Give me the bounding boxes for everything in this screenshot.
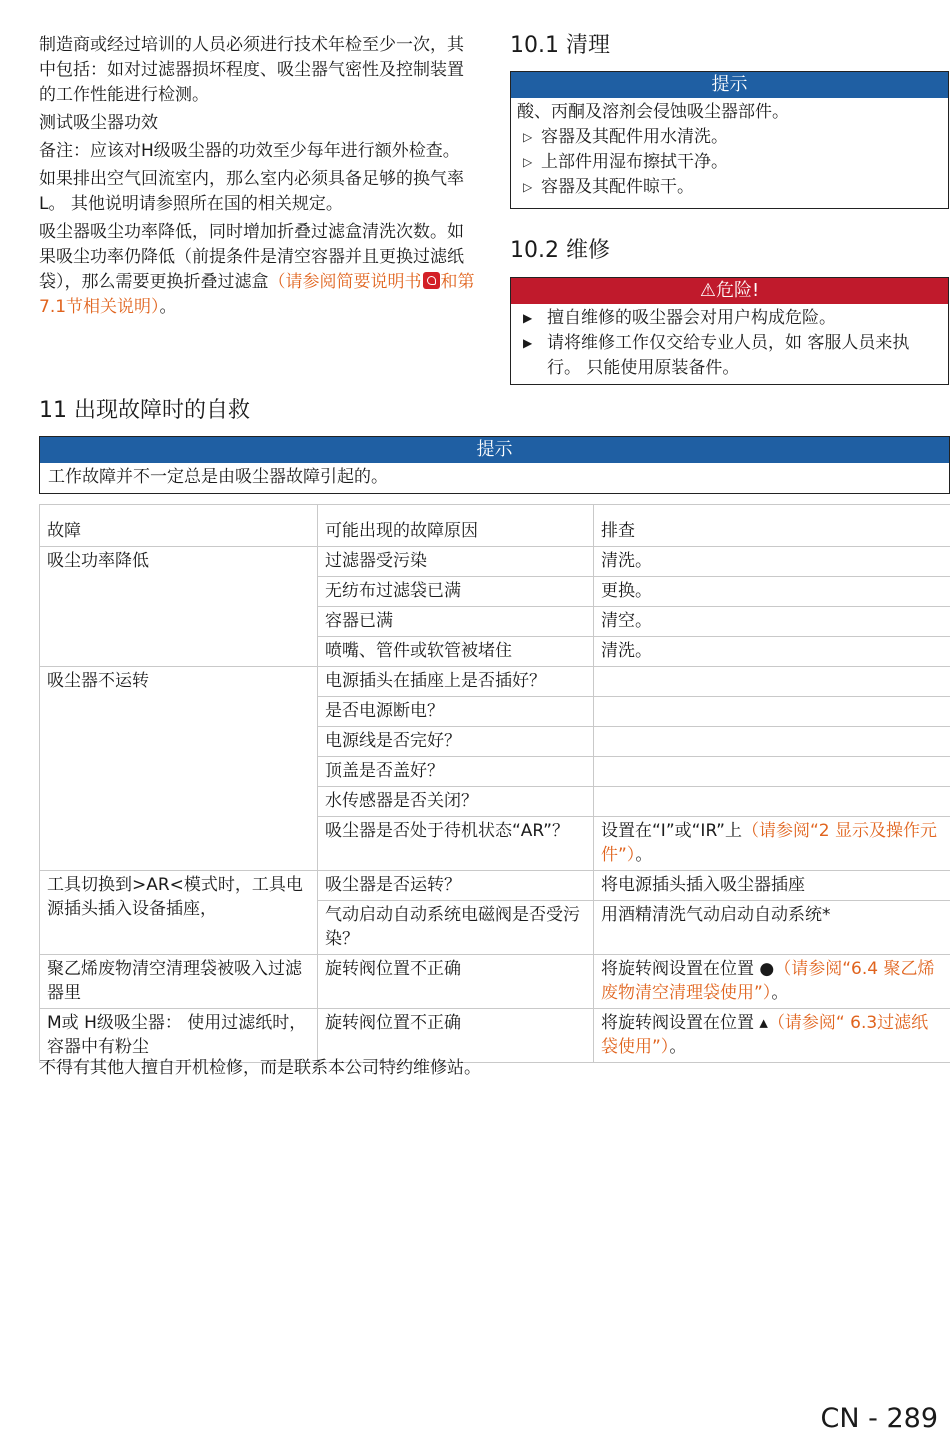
list-item-text: 请将维修工作仅交给专业人员，如 客服人员来执行。 只能使用原装备件。 [547, 333, 910, 378]
section-11-title: 11 出现故障时的自救 [39, 398, 250, 423]
remedy-cell [594, 1009, 950, 1063]
triangle-bullet-icon: ▷ [523, 130, 533, 144]
notice-header: 提示 [40, 437, 949, 463]
remedy-text: 将旋转阀设置在位置 ● [601, 959, 775, 979]
cause-cell: 水传感器是否关闭？ [318, 787, 594, 817]
table-row [40, 871, 950, 901]
list-item-text: 容器及其配件晾干。 [541, 177, 694, 197]
remedy-cell: 用酒精清洗气动启动自动系统* [594, 901, 950, 955]
list-item-text: 擅自维修的吸尘器会对用户构成危险。 [547, 308, 836, 328]
cause-cell: 吸尘器是否运转？ [318, 871, 594, 901]
remedy-end: 。 [669, 1037, 687, 1057]
list-item [519, 125, 940, 150]
cause-cell: 是否电源断电？ [318, 697, 594, 727]
list-item [519, 331, 940, 381]
remedy-cell [594, 667, 950, 697]
fault-cell: M或 H级吸尘器： 使用过滤纸时，容器中有粉尘 [40, 1009, 318, 1063]
fault-cell: 吸尘功率降低 [40, 547, 318, 667]
list-item [519, 306, 940, 331]
fault-notice-box [39, 436, 950, 494]
cause-cell: 过滤器受污染 [318, 547, 594, 577]
triangle-bullet-icon: ▷ [523, 155, 533, 169]
header-fault: 故障 [40, 505, 318, 547]
paragraph-annual-inspection: 制造商或经过培训的人员必须进行技术年检至少一次，其中包括：如对过滤器损坏程度、吸尘器气密性及控制装置的工作性能进行检测。 [39, 35, 464, 105]
header-cause: 可能出现的故障原因 [318, 505, 594, 547]
cleaning-notice-box [510, 71, 949, 209]
remedy-text: 将旋转阀设置在位置 ▴ [601, 1013, 768, 1033]
remedy-text: 设置在“I”或“IR”上 [601, 821, 742, 841]
table-row [40, 955, 950, 1009]
fault-cell: 聚乙烯废物清空清理袋被吸入过滤器里 [40, 955, 318, 1009]
arrow-bullet-icon: ▶ [523, 311, 533, 325]
cause-cell: 容器已满 [318, 607, 594, 637]
remedy-cell: 清洗。 [594, 637, 950, 667]
remedy-cell: 清空。 [594, 607, 950, 637]
fault-cell: 工具切换到>AR<模式时，工具电源插头插入设备插座， [40, 871, 318, 955]
triangle-bullet-icon: ▷ [523, 180, 533, 194]
remedy-cell: 更换。 [594, 577, 950, 607]
header-remedy: 排查 [594, 505, 950, 547]
pdf-document-icon[interactable] [423, 272, 440, 289]
filter-replacement-end: 。 [159, 297, 177, 317]
table-header-row [40, 505, 950, 547]
remedy-cell [594, 787, 950, 817]
notice-body [511, 98, 948, 203]
table-row [40, 667, 950, 697]
reference-link-section-2[interactable]: （请参阅“2 显示及操作元件”） [601, 821, 938, 865]
paragraph-test-heading: 测试吸尘器功效 [39, 113, 158, 133]
remedy-cell [594, 757, 950, 787]
remedy-cell [594, 697, 950, 727]
fault-notice-text: 工作故障并不一定总是由吸尘器故障引起的。 [48, 467, 388, 487]
cause-cell: 气动启动自动系统电磁阀是否受污染？ [318, 901, 594, 955]
danger-body [511, 304, 948, 384]
remedy-cell [594, 727, 950, 757]
reference-link-section-7-1[interactable]: 和第7.1节相关说明） [39, 272, 475, 317]
reference-link-section-6-4[interactable]: （请参阅“6.4 聚乙烯废物清空清理袋使用”） [601, 959, 935, 1003]
cause-cell: 顶盖是否盖好？ [318, 757, 594, 787]
paragraph-air-exchange: 如果排出空气回流室内，那么室内必须具备足够的换气率L。 其他说明请参照所在国的相关规定。 [39, 169, 464, 214]
fault-cell: 吸尘器不运转 [40, 667, 318, 871]
remedy-end: 。 [635, 845, 653, 865]
filter-replacement-text: 吸尘器吸尘功率降低，同时增加折叠过滤盒清洗次数。如果吸尘功率仍降低（前提条件是清空容器并且更换过滤纸袋），那么需要更换折叠过滤盒 [39, 222, 464, 292]
cause-cell: 旋转阀位置不正确 [318, 955, 594, 1009]
paragraph-h-class-note: 备注：应该对H级吸尘器的功效至少每年进行额外检查。 [39, 141, 460, 161]
remedy-cell: 清洗。 [594, 547, 950, 577]
arrow-bullet-icon: ▶ [523, 336, 533, 350]
cause-cell: 电源插头在插座上是否插好？ [318, 667, 594, 697]
cause-cell: 无纺布过滤袋已满 [318, 577, 594, 607]
section-10-2-title: 10.2 维修 [510, 238, 610, 263]
danger-header: ⚠危险! [511, 278, 948, 304]
left-column [39, 33, 477, 323]
remedy-end: 。 [771, 983, 789, 1003]
cause-cell: 吸尘器是否处于待机状态“AR”？ [318, 817, 594, 871]
cause-cell: 喷嘴、管件或软管被堵住 [318, 637, 594, 667]
notice-header: 提示 [511, 72, 948, 98]
list-item [519, 175, 940, 200]
page-number: CN - 289 [820, 1403, 938, 1434]
repair-danger-box [510, 277, 949, 385]
cleaning-intro: 酸、丙酮及溶剂会侵蚀吸尘器部件。 [517, 102, 789, 122]
remedy-cell [594, 817, 950, 871]
list-item-text: 容器及其配件用水清洗。 [541, 127, 728, 147]
list-item-text: 上部件用湿布擦拭干净。 [541, 152, 728, 172]
cause-cell: 旋转阀位置不正确 [318, 1009, 594, 1063]
reference-link-section-6-3[interactable]: （请参阅“ 6.3过滤纸袋使用”） [601, 1013, 929, 1057]
list-item [519, 150, 940, 175]
section-10-1-title: 10.1 清理 [510, 33, 610, 58]
remedy-cell [594, 955, 950, 1009]
paragraph-filter-replacement [39, 220, 477, 320]
table-row [40, 1009, 950, 1063]
reference-link-short-manual[interactable]: （请参阅简要说明书 [268, 272, 422, 292]
troubleshooting-table [39, 504, 950, 1063]
table-row [40, 547, 950, 577]
cause-cell: 电源线是否完好？ [318, 727, 594, 757]
footer-note: 不得有其他人擅自开机检修，而是联系本公司特约维修站。 [39, 1058, 481, 1078]
remedy-cell: 将电源插头插入吸尘器插座 [594, 871, 950, 901]
